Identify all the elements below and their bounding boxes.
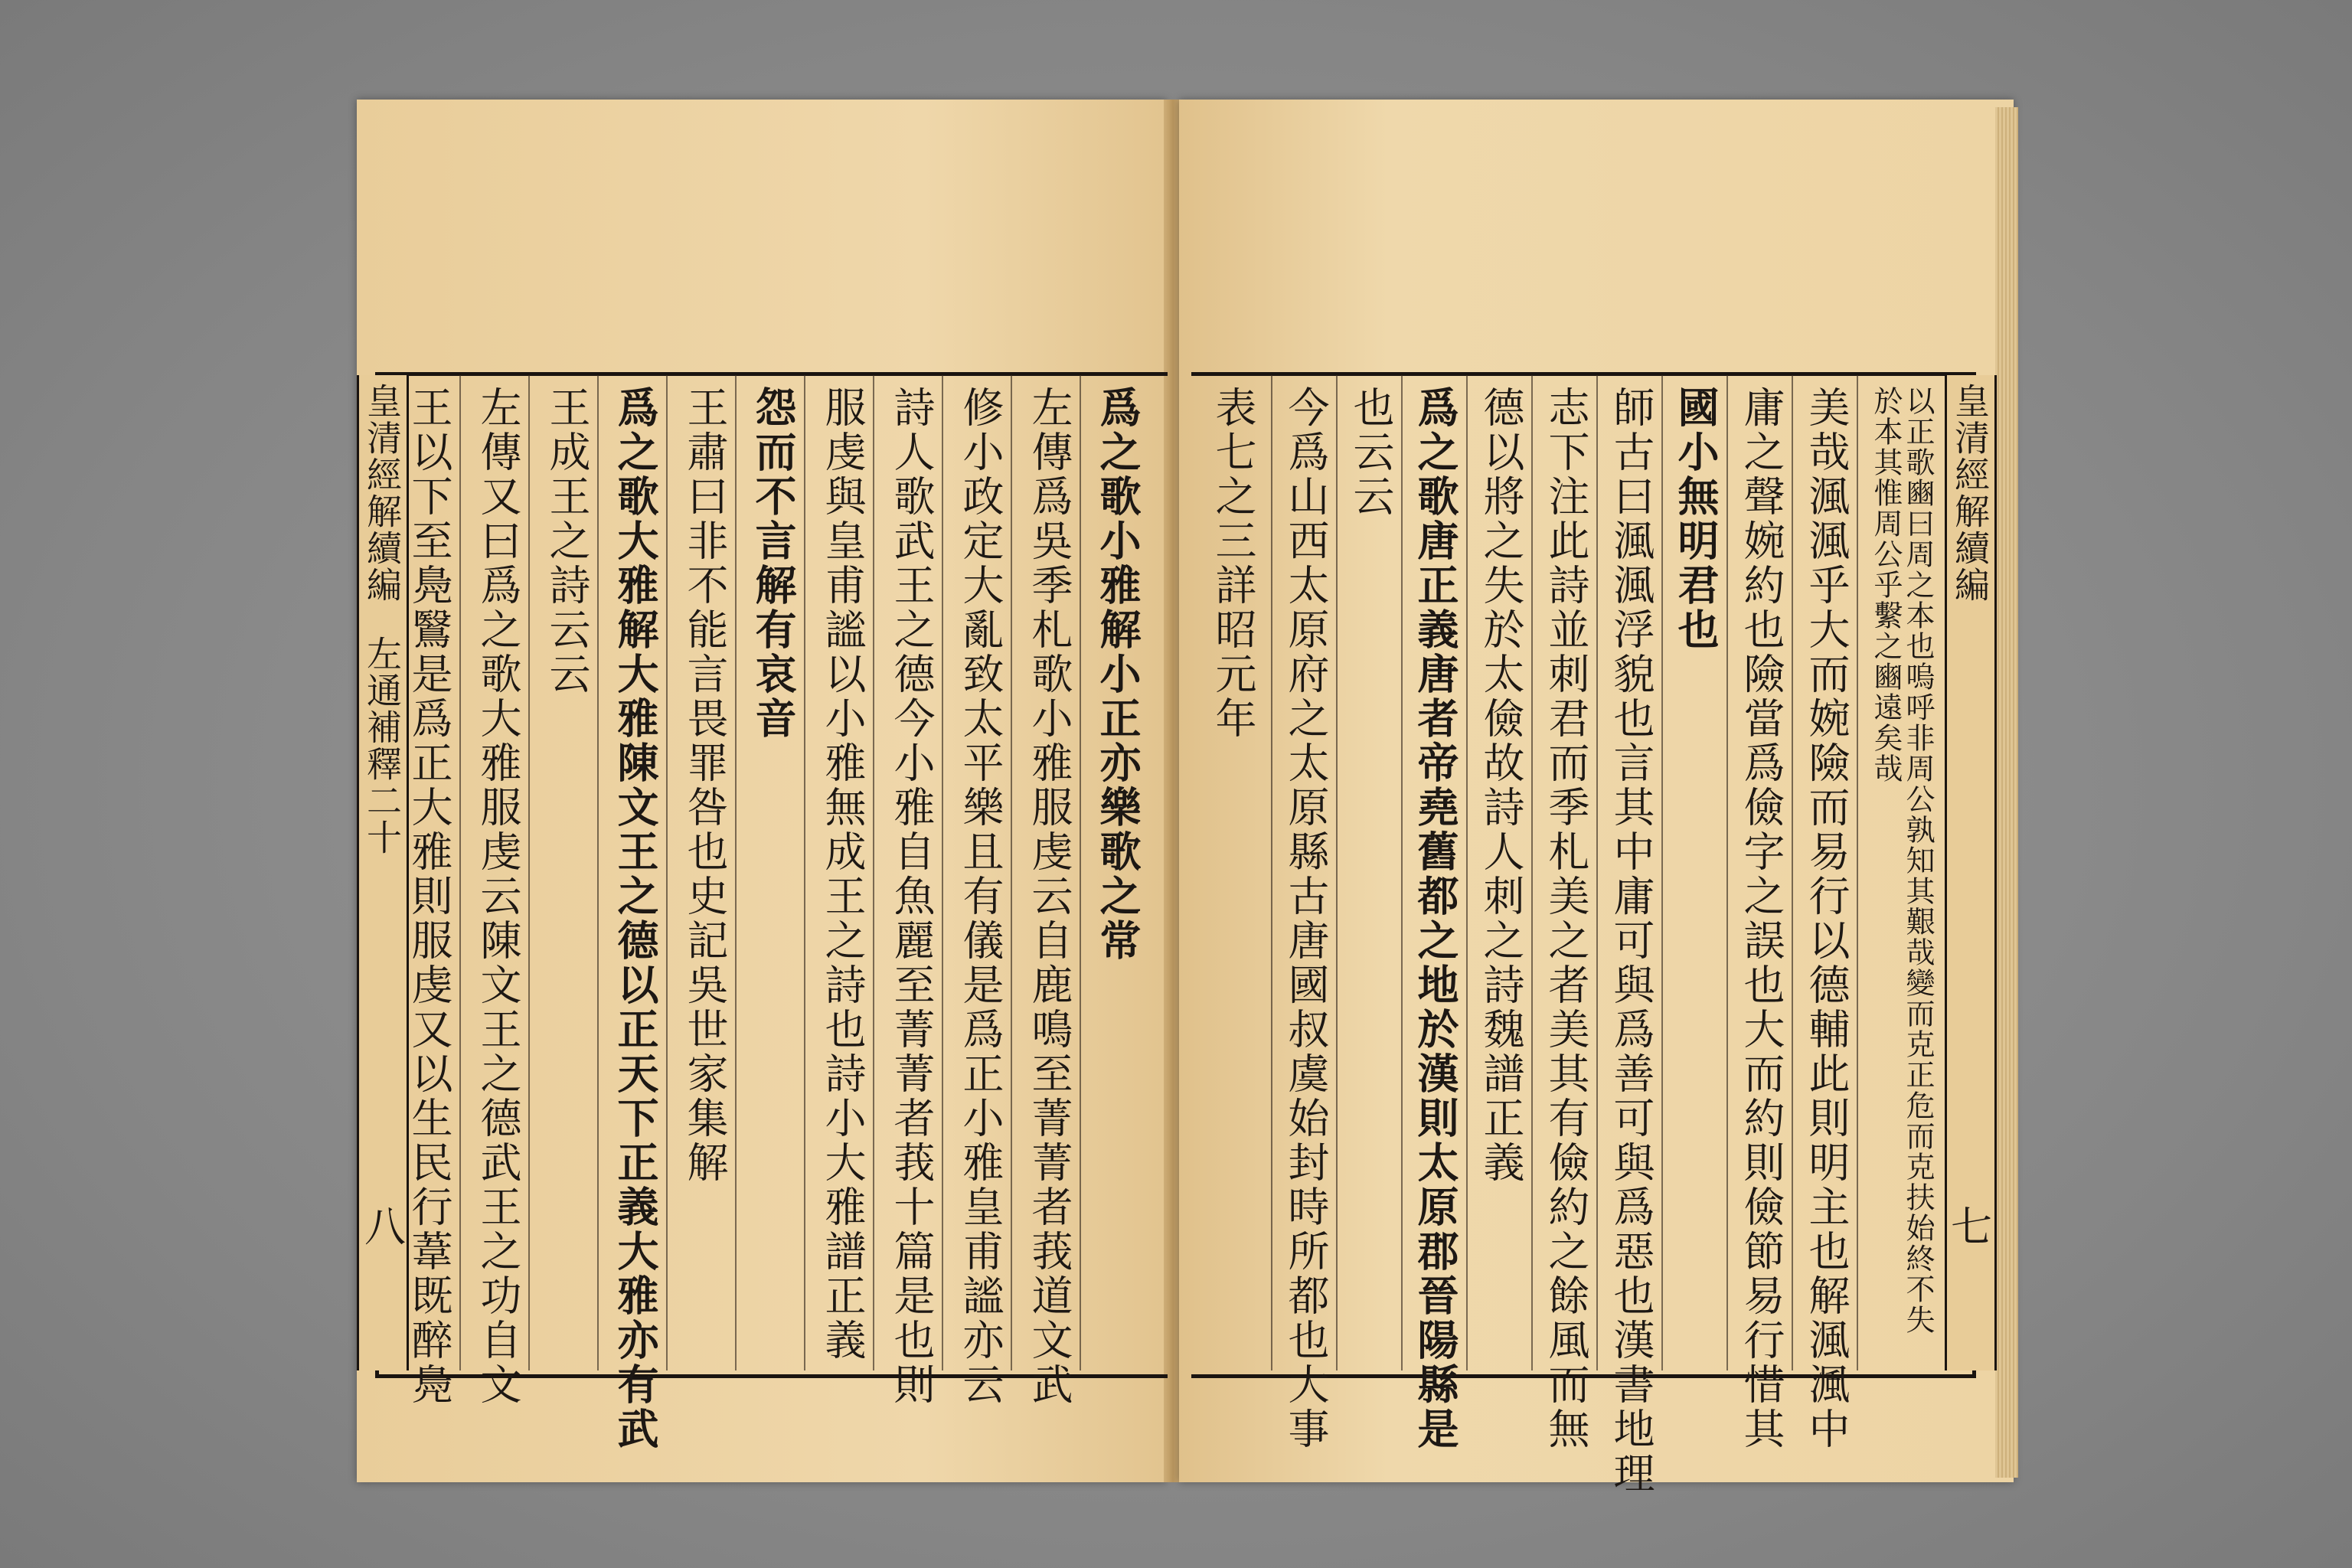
text-column: 左傳又曰爲之歌大雅服虔云陳文王之德武王之功自文 xyxy=(474,386,522,1407)
column-rule xyxy=(1857,375,1858,1370)
column-rule xyxy=(1466,375,1468,1370)
page-edges xyxy=(1995,107,2018,1478)
text-column: 王成王之詩云云 xyxy=(543,386,591,697)
column-rule xyxy=(804,375,805,1370)
text-column: 王以下至鳧鷖是爲正大雅則服虔又以生民行葦既醉鳧 xyxy=(405,386,453,1407)
text-column: 怨而不言解有哀音 xyxy=(749,386,798,741)
column-rule xyxy=(666,375,668,1370)
text-column: 修小政定大亂致太平樂且有儀是爲正小雅皇甫謐亦云 xyxy=(956,386,1004,1407)
column-rule xyxy=(1336,375,1338,1370)
text-column: 左傳爲吳季札歌小雅服虔云自鹿鳴至菁菁者莪道文武 xyxy=(1025,386,1073,1407)
column-rule xyxy=(1080,375,1081,1370)
column-rule xyxy=(1531,375,1533,1370)
text-column: 表七之三詳昭元年 xyxy=(1209,386,1257,741)
column-rule xyxy=(735,375,737,1370)
column-rule xyxy=(1271,375,1272,1370)
text-column: 爲之歌大雅解大雅陳文王之德以正天下正義大雅亦有武 xyxy=(611,386,660,1452)
column-rule xyxy=(528,375,530,1370)
column-rule xyxy=(873,375,874,1370)
text-column: 今爲山西太原府之太原縣古唐國叔虞始封時所都也大事 xyxy=(1282,386,1330,1452)
text-column: 美哉渢渢乎大而婉險而易行以德輔此則明主也解渢渢中 xyxy=(1802,386,1851,1452)
column-rule xyxy=(1401,375,1403,1370)
text-column: 詩人歌武王之德今小雅自魚麗至菁菁者莪十篇是也則 xyxy=(887,386,936,1407)
text-column: 也云云 xyxy=(1347,386,1395,519)
column-rule xyxy=(459,375,461,1370)
column-rule xyxy=(1596,375,1598,1370)
text-column: 爲之歌唐正義唐者帝堯舊都之地於漢則太原郡晉陽縣是 xyxy=(1411,386,1460,1452)
text-column: 德以將之失於太儉故詩人刺之詩魏譜正義 xyxy=(1477,386,1525,1185)
column-rule xyxy=(1726,375,1728,1370)
column-rule xyxy=(942,375,943,1370)
text-column: 爲之歌小雅解小正亦樂歌之常 xyxy=(1093,386,1142,963)
text-column: 庸之聲婉約也險當爲儉字之誤也大而約則儉節易行惜其 xyxy=(1737,386,1785,1452)
column-rule xyxy=(1661,375,1663,1370)
column-rule xyxy=(597,375,599,1370)
text-column: 國小無明君也 xyxy=(1671,386,1720,652)
text-column: 師古曰渢渢浮貌也言其中庸可與爲善可與爲惡也漢書地理 xyxy=(1607,386,1655,1496)
text-column: 王肅曰非不能言畏罪咎也史記吳世家集解 xyxy=(681,386,729,1185)
text-column: 志下注此詩並刺君而季札美之者美其有儉約之餘風而無 xyxy=(1542,386,1590,1452)
left-center-subtitle: 左通補釋二十 xyxy=(361,635,403,856)
text-column: 以正歌豳曰周之本也嗚呼非周公孰知其艱哉變而克正危而克扶始終不失於本其惟周公乎繫之豳遠矣哉 xyxy=(1869,386,1935,1335)
left-leaf-number: 八 xyxy=(364,1203,406,1251)
left-center-title: 皇清經解續編 xyxy=(361,383,403,603)
text-column: 服虔與皇甫謐以小雅無成王之詩也詩小大雅譜正義 xyxy=(818,386,867,1363)
right-leaf-number: 七 xyxy=(1951,1203,1992,1251)
right-center-title: 皇清經解續編 xyxy=(1949,383,1991,603)
column-rule xyxy=(1011,375,1012,1370)
column-rule xyxy=(1792,375,1793,1370)
